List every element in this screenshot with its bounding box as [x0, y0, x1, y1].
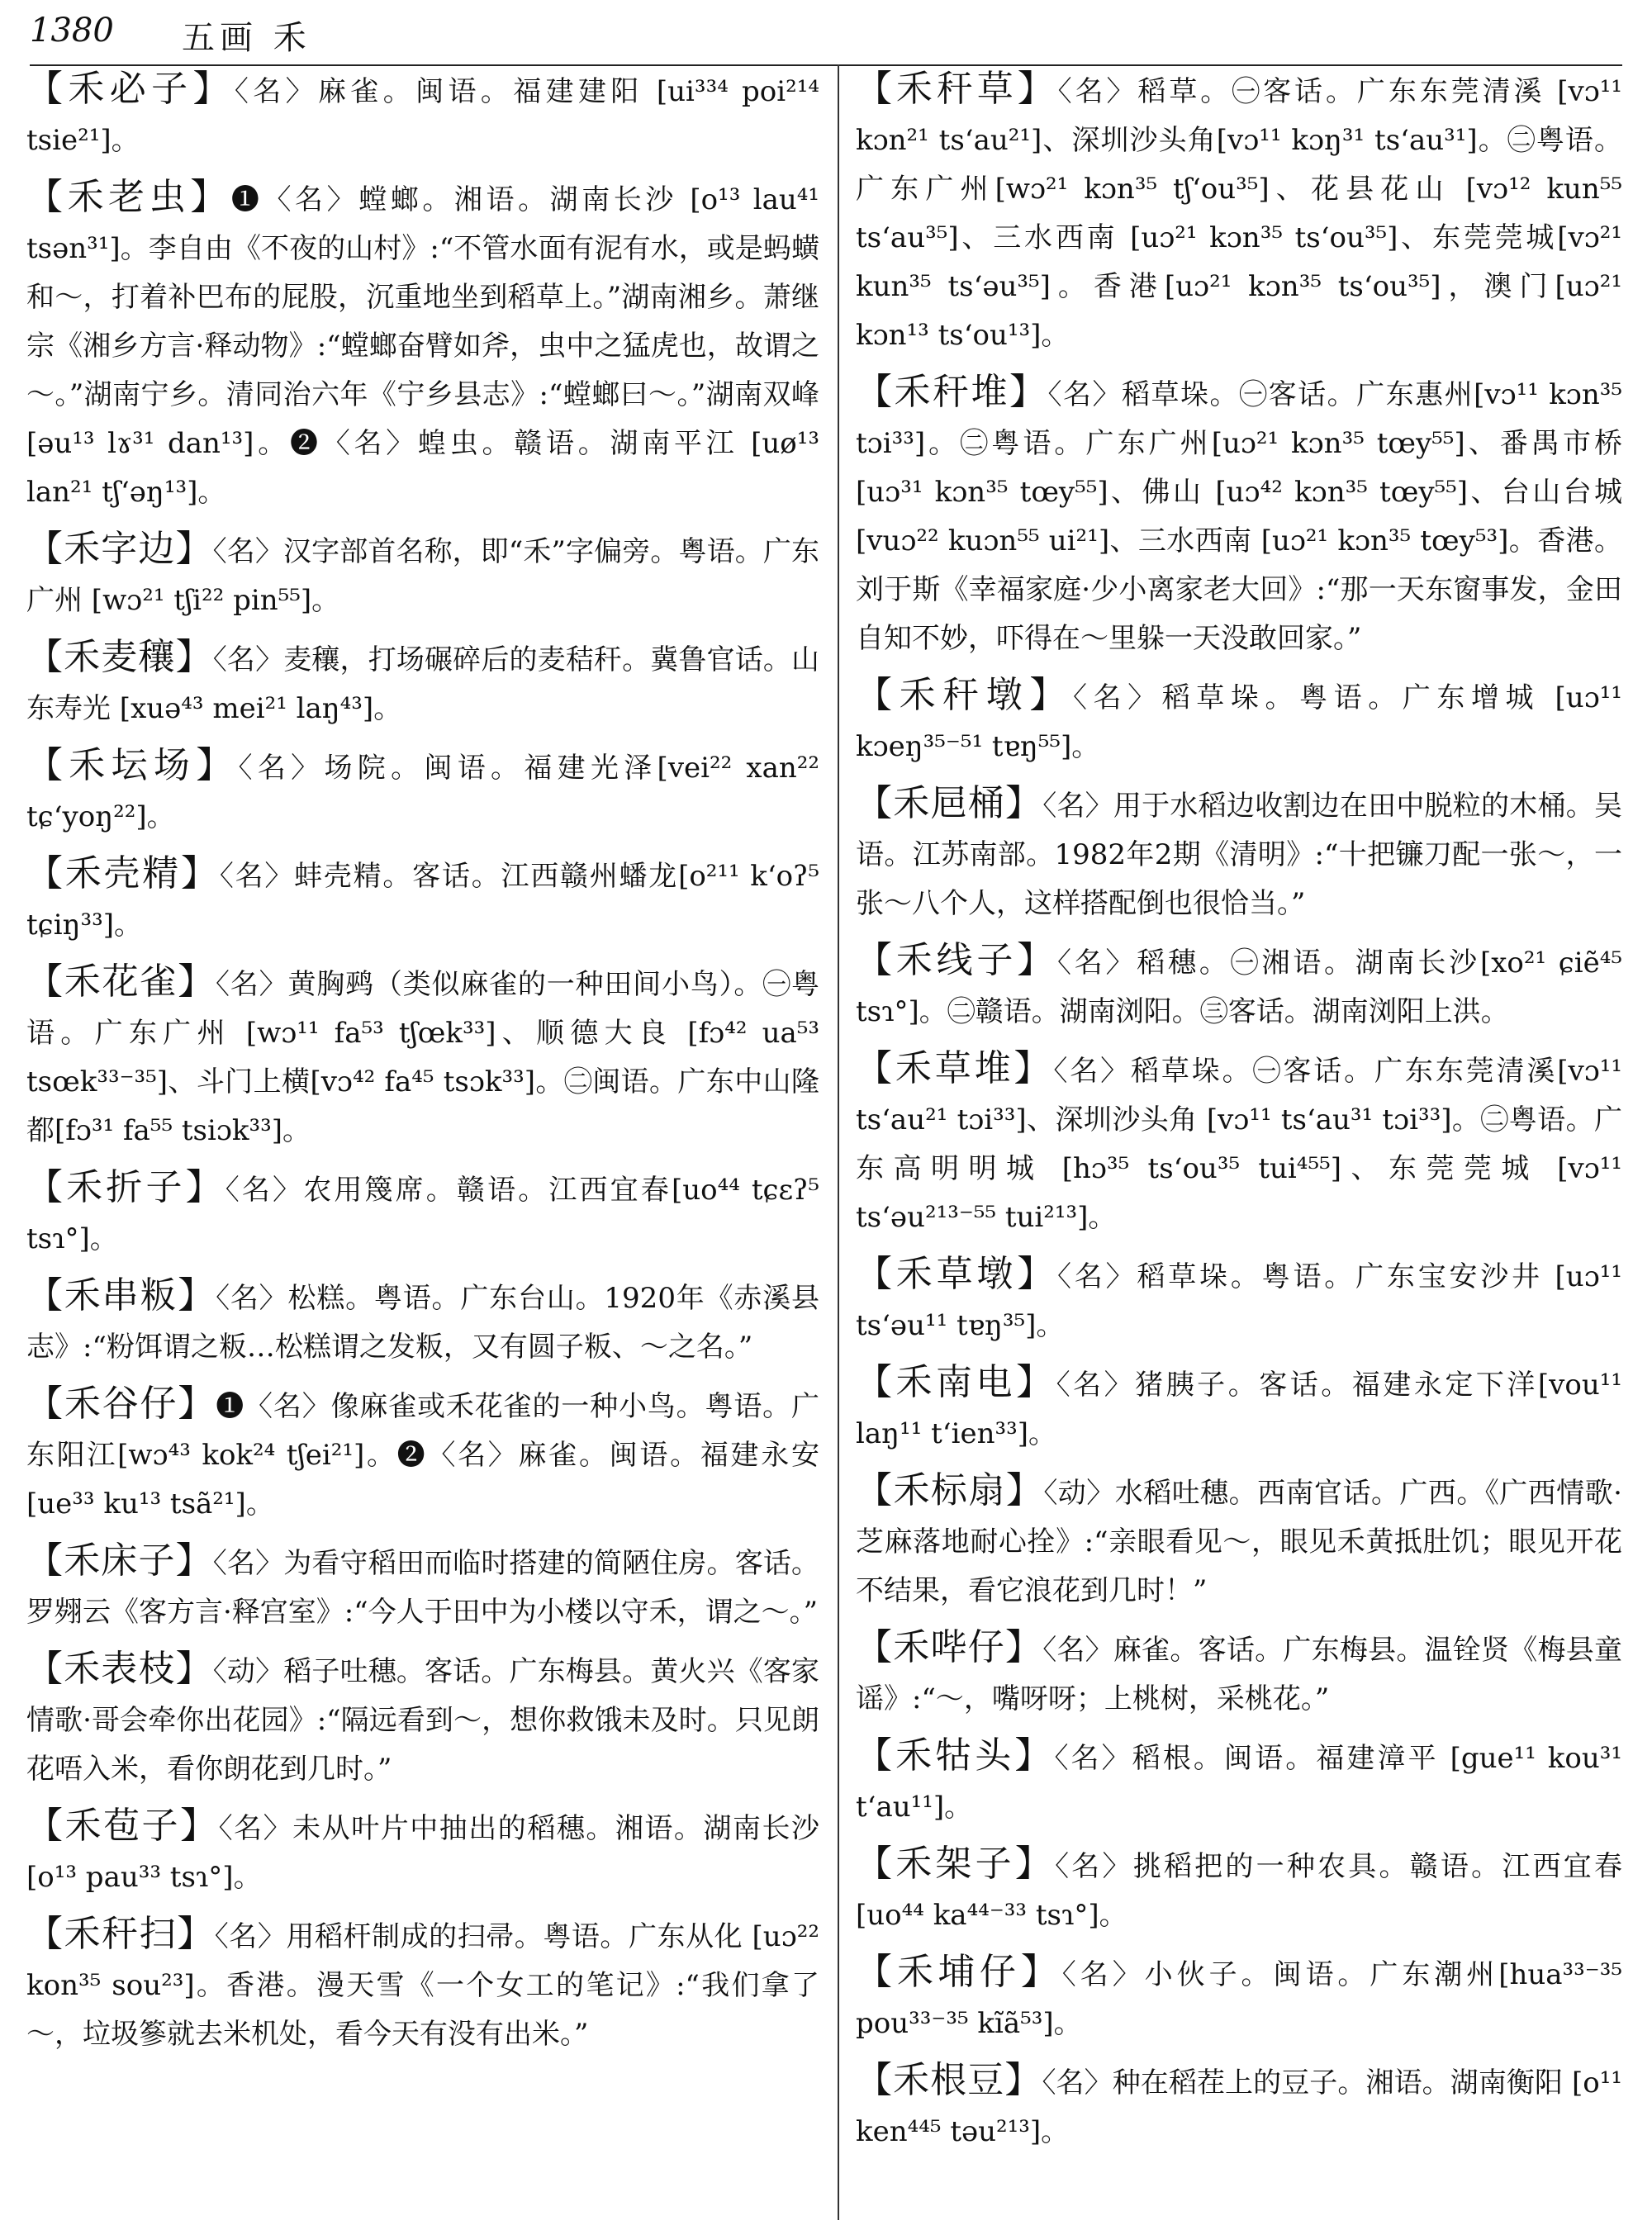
entry-headword: 【禾谷仔】	[26, 1383, 216, 1425]
dictionary-entry	[856, 1358, 1622, 1459]
entry-definition: 〈名〉用稻杆制成的扫帚。粤语。广东从化 [uɔ²² kon³⁵ sou²³]。香港。漫天雪《一个女工的笔记》:“我们拿了～，垃圾篸就去米机处，看今天有没有出米。”	[26, 1920, 819, 2051]
entry-headword: 【禾苞子】	[26, 1805, 219, 1847]
dictionary-entry	[856, 1044, 1622, 1242]
entry-headword: 【禾南电】	[856, 1361, 1056, 1403]
dictionary-entry	[26, 633, 819, 733]
entry-headword: 【禾折子】	[26, 1166, 225, 1208]
right-column	[856, 64, 1622, 2220]
entry-definition: 〈名〉猪胰子。客话。福建永定下洋[vou¹¹ laŋ¹¹ tʻien³³]。	[856, 1369, 1622, 1450]
entry-headword: 【禾线子】	[856, 939, 1057, 981]
dictionary-entry	[26, 1163, 819, 1264]
entry-definition: 〈名〉麻雀。闽语。福建建阳 [ui³³⁴ poi²¹⁴ tsie²¹]。	[26, 75, 819, 157]
entry-definition: 〈名〉用于水稻边收割边在田中脱粒的木桶。吴语。江苏南部。1982年2期《清明》:“十把镰刀配一张～，一张～八个人，这样搭配倒也很恰当。”	[856, 790, 1622, 920]
dictionary-entry	[26, 1644, 819, 1794]
entry-definition: 〈名〉麦穰，打场碾碎后的麦秸秆。冀鲁官话。山东寿光 [xuə⁴³ mei²¹ laŋ⁴³]。	[26, 643, 819, 725]
dictionary-entry	[856, 1948, 1622, 2048]
entry-definition: 〈名〉未从叶片中抽出的稻穗。湘语。湖南长沙[o¹³ pau³³ tsɿ°]。	[26, 1812, 819, 1894]
entry-headword: 【禾坛场】	[26, 744, 239, 786]
entry-definition: 〈名〉汉字部首名称，即“禾”字偏旁。粤语。广东广州 [wɔ²¹ tʃi²² pin⁵⁵]。	[26, 535, 819, 617]
entry-headword: 【禾秆草】	[856, 68, 1058, 110]
column-divider	[838, 64, 839, 2220]
dictionary-entry	[26, 1379, 819, 1529]
entry-headword: 【禾必子】	[26, 68, 235, 110]
entry-definition: 〈名〉蚌壳精。客话。江西赣州蟠龙[o²¹¹ kʻoʔ⁵ tɕiŋ³³]。	[26, 860, 819, 942]
entry-headword: 【禾麦穰】	[26, 636, 213, 678]
entry-headword: 【禾串粄】	[26, 1274, 216, 1317]
dictionary-entry	[856, 1250, 1622, 1350]
entry-headword: 【禾牯头】	[856, 1734, 1055, 1777]
dictionary-entry	[26, 173, 819, 517]
entry-definition: 〈名〉稻草垛。粤语。广东增城 [uɔ¹¹ kɔeŋ³⁵⁻⁵¹ tɐŋ⁵⁵]。	[856, 681, 1622, 763]
entry-headword: 【禾埔仔】	[856, 1951, 1062, 1993]
entry-definition: 〈名〉稻草垛。粤语。广东宝安沙井 [uɔ¹¹ tsʻəu¹¹ tɐŋ³⁵]。	[856, 1260, 1622, 1342]
dictionary-entry	[856, 64, 1622, 360]
dictionary-entry	[856, 1839, 1622, 1940]
entry-definition: ❶〈名〉像麻雀或禾花雀的一种小鸟。粤语。广东阳江[wɔ⁴³ kok²⁴ tʃei²¹]。❷〈名〉麻雀。闽语。福建永安[ue³³ ku¹³ tsã²¹]。	[26, 1390, 819, 1521]
entry-definition: 〈名〉稻草垛。㊀客话。广东惠州[vɔ¹¹ kɔn³⁵ tɔi³³]。㊁粤语。广东广州[uɔ²¹ kɔn³⁵ tœy⁵⁵]、番禺市桥 [uɔ³¹ kɔn³⁵ tœy⁵⁵]、佛山 [uɔ⁴² kɔn³⁵ tœy⁵⁵]、台山台城[vuɔ²² kuɔn⁵⁵ ui²¹]、三水西南 [uɔ²¹ kɔn³⁵ tœy⁵³]。香港。刘于斯《幸福家庭·少小离家老大回》:“那一天东窗事发，金田自知不妙，吓得在～里躲一天没敢回家。”	[856, 378, 1622, 655]
entry-headword: 【禾秆堆】	[856, 371, 1048, 413]
dictionary-entry	[856, 1731, 1622, 1832]
dictionary-entry	[856, 671, 1622, 771]
entry-headword: 【禾草堆】	[856, 1047, 1054, 1089]
dictionary-entry	[26, 524, 819, 625]
dictionary-entry	[26, 64, 819, 165]
entry-headword: 【禾架子】	[856, 1843, 1056, 1885]
entry-definition: 〈名〉黄胸鹀（类似麻雀的一种田间小鸟）。㊀粤语。广东广州 [wɔ¹¹ fa⁵³ tʃœk³³]、顺德大良 [fɔ⁴² ua⁵³ tsœk³³⁻³⁵]、斗门上横[vɔ⁴² fa⁴⁵ tsɔk³³]。㊁闽语。广东中山隆都[fɔ³¹ fa⁵⁵ tsiɔk³³]。	[26, 968, 819, 1147]
entry-definition: 〈动〉水稻吐穗。西南官话。广西。《广西情歌·芝麻落地耐心拴》:“亲眼看见～，眼见禾黄抵肚饥；眼见开花不结果，看它浪花到几时！”	[856, 1477, 1622, 1607]
entry-headword: 【禾表枝】	[26, 1648, 213, 1690]
dictionary-entry	[856, 779, 1622, 928]
dictionary-entry	[26, 1910, 819, 2059]
entry-headword: 【禾草墩】	[856, 1253, 1058, 1295]
dictionary-entry	[26, 849, 819, 950]
entry-definition: 〈名〉种在稻茬上的豆子。湘语。湖南衡阳 [o¹¹ ken⁴⁴⁵ təu²¹³]。	[856, 2066, 1622, 2148]
entry-definition: 〈名〉稻草。㊀客话。广东东莞清溪 [vɔ¹¹ kɔn²¹ tsʻau²¹]、深圳沙头角[vɔ¹¹ kɔŋ³¹ tsʻau³¹]。㊁粤语。广东广州[wɔ²¹ kɔn³⁵ tʃʻou³⁵]、花县花山 [vɔ¹² kun⁵⁵ tsʻau³⁵]、三水西南 [uɔ²¹ kɔn³⁵ tsʻou³⁵]、东莞莞城[vɔ²¹ kun³⁵ tsʻəu³⁵]。香港[uɔ²¹ kɔn³⁵ tsʻou³⁵]，澳门[uɔ²¹ kɔn¹³ tsʻou¹³]。	[856, 75, 1622, 352]
entry-headword: 【禾哔仔】	[856, 1626, 1043, 1668]
dictionary-entry	[856, 1466, 1622, 1616]
page-number: 1380	[30, 12, 114, 50]
entry-definition: 〈名〉稻穗。㊀湘语。湖南长沙[xo²¹ ɕiẽ⁴⁵ tsɿ°]。㊁赣语。湖南浏阳。㊂客话。湖南浏阳上洪。	[856, 947, 1622, 1028]
entry-headword: 【禾根豆】	[856, 2059, 1042, 2101]
entry-headword: 【禾秆墩】	[856, 674, 1073, 716]
entry-headword: 【禾老虫】	[26, 176, 231, 218]
entry-headword: 【禾秆扫】	[26, 1913, 215, 1955]
entry-definition: 〈名〉场院。闽语。福建光泽[vei²² xan²² tɕʻyoŋ²²]。	[26, 752, 819, 833]
entry-definition: 〈名〉稻草垛。㊀客话。广东东莞清溪[vɔ¹¹ tsʻau²¹ tɔi³³]、深圳沙头角 [vɔ¹¹ tsʻau³¹ tɔi³³]。㊁粤语。广东高明明城 [hɔ³⁵ tsʻou³⁵ tui⁴⁵⁵]、东莞莞城 [vɔ¹¹ tsʻəu²¹³⁻⁵⁵ tui²¹³]。	[856, 1055, 1622, 1234]
entry-headword: 【禾床子】	[26, 1540, 213, 1582]
entry-definition: 〈名〉为看守稻田而临时搭建的简陋住房。客话。罗翙云《客方言·释宫室》:“今人于田中为小楼以守禾，谓之～。”	[26, 1547, 819, 1629]
entry-definition: 〈动〉稻子吐穗。客话。广东梅县。黄火兴《客家情歌·哥会牵你出花园》:“隔远看到～，想你救饿未及时。只见朗花唔入米，看你朗花到几时。”	[26, 1655, 819, 1786]
dictionary-entry	[26, 1801, 819, 1902]
dictionary-entry	[856, 368, 1622, 663]
entry-headword: 【禾壳精】	[26, 852, 220, 894]
dictionary-entry	[26, 1536, 819, 1637]
entry-definition: ❶〈名〉螳螂。湘语。湖南长沙 [o¹³ lau⁴¹ tsən³¹]。李自由《不夜的山村》:“不管水面有泥有水，或是蚂蟥和～，打着补巴布的屁股，沉重地坐到稻草上。”湖南湘乡。萧继宗《湘乡方言·释动物》:“螳螂奋臂如斧，虫中之猛虎也，故谓之～。”湖南宁乡。清同治六年《宁乡县志》:“螳螂曰～。”湖南双峰 [əu¹³ lɤ³¹ dan¹³]。❷〈名〉蝗虫。赣语。湖南平江 [uø¹³ lan²¹ tʃʻəŋ¹³]。	[26, 183, 819, 509]
dictionary-entry	[26, 741, 819, 842]
entry-headword: 【禾字边】	[26, 528, 213, 570]
entry-headword: 【禾㞎桶】	[856, 782, 1043, 824]
entry-headword: 【禾花雀】	[26, 961, 216, 1003]
entry-definition: 〈名〉麻雀。客话。广东梅县。温铨贤《梅县童谣》:“～，嘴呀呀；上桃树，采桃花。”	[856, 1634, 1622, 1715]
entry-definition: 〈名〉农用篾席。赣语。江西宜春[uo⁴⁴ tɕɛʔ⁵ tsɿ°]。	[26, 1174, 819, 1255]
dictionary-entry	[856, 2056, 1622, 2156]
entry-headword: 【禾标扇】	[856, 1469, 1044, 1511]
entry-definition: 〈名〉小伙子。闽语。广东潮州[hua³³⁻³⁵ pou³³⁻³⁵ kĩã⁵³]。	[856, 1958, 1622, 2040]
dictionary-entry	[856, 936, 1622, 1037]
dictionary-entry	[26, 1271, 819, 1372]
dictionary-entry	[26, 957, 819, 1155]
entry-definition: 〈名〉稻根。闽语。福建漳平 [gue¹¹ kou³¹ tʻau¹¹]。	[856, 1742, 1622, 1824]
left-column	[26, 64, 819, 2220]
entry-definition: 〈名〉松糕。粤语。广东台山。1920年《赤溪县志》:“粉饵谓之粄…松糕谓之发粄，又有圆子粄、～之名。”	[26, 1282, 819, 1364]
section-title: 五画 禾	[182, 19, 311, 57]
entry-definition: 〈名〉挑稻把的一种农具。赣语。江西宜春 [uo⁴⁴ ka⁴⁴⁻³³ tsɿ°]。	[856, 1850, 1622, 1932]
dictionary-entry	[856, 1623, 1622, 1724]
